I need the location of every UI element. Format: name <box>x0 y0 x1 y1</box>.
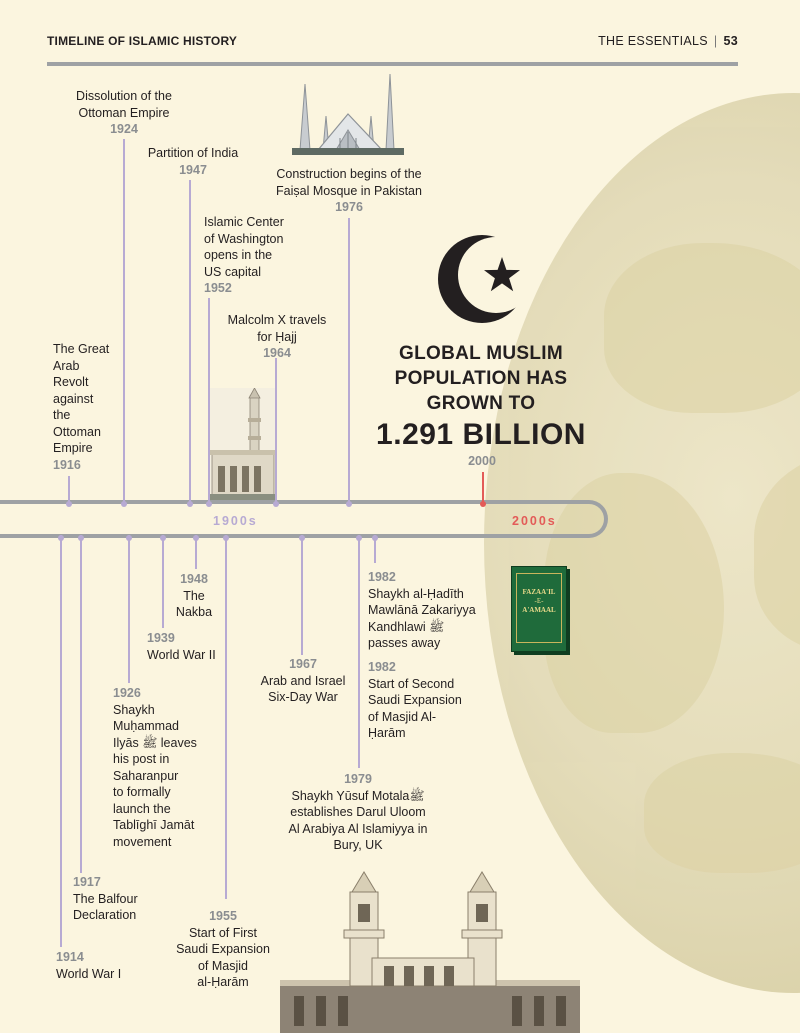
stem-2000 <box>482 472 484 504</box>
page-header-right <box>598 34 738 48</box>
header-separator: | <box>713 34 718 48</box>
book-image <box>511 566 567 652</box>
population-line-2: POPULATION HAS <box>394 368 568 389</box>
book-title-bottom: A'AMAAL <box>522 606 556 614</box>
marker-1948 <box>193 535 199 541</box>
event-1948 <box>164 571 224 621</box>
header-rule <box>47 62 738 66</box>
event-1967-year: 1967 <box>289 657 317 671</box>
population-line-3: GROWN TO <box>426 393 536 414</box>
population-value: 1.291 BILLION <box>376 418 586 451</box>
event-1976-year: 1976 <box>335 200 363 214</box>
event-1916-text-6: Ottoman <box>53 424 101 439</box>
marker-1979 <box>356 535 362 541</box>
event-1939-text-1: World War II <box>147 647 216 662</box>
chapter-title: THE ESSENTIALS <box>598 34 708 48</box>
marker-1916 <box>66 501 72 507</box>
event-1979-text-1: Shaykh Yūsuf Motalaﷺ <box>291 788 425 803</box>
event-1917-text-2: Declaration <box>73 908 137 922</box>
masjid-al-haram-image <box>280 870 580 1033</box>
event-1979-text-2: establishes Darul Uloom <box>290 805 426 819</box>
event-1926-text-5: Saharanpur <box>113 768 179 783</box>
stem-1979 <box>358 535 360 768</box>
event-1916-text-4: against <box>53 391 94 406</box>
event-1952-text-3: opens in the <box>204 248 273 262</box>
event-1952-text-4: US capital <box>204 264 261 279</box>
event-1916-text-1: The Great <box>53 342 110 356</box>
event-1982-expansion-text-3: of Masjid Al- <box>368 709 437 724</box>
event-1955-text-1: Start of First <box>188 925 258 940</box>
event-1982-zakariyya-text-4: passes away <box>368 636 441 650</box>
book-title-mid: -E- <box>534 597 544 605</box>
event-1982-zakariyya-text-3: Kandhlawi ﷺ <box>368 619 445 634</box>
event-1952-text-1: Islamic Center <box>204 215 284 229</box>
event-1924-year: 1924 <box>110 122 138 136</box>
event-1982-zakariyya-year: 1982 <box>368 570 396 584</box>
event-1947 <box>128 145 258 178</box>
event-1948-text-2: Nakba <box>175 605 213 619</box>
event-1979-text-4: Bury, UK <box>333 838 383 852</box>
event-1955-text-3: of Masjid <box>197 958 249 973</box>
event-1916-year: 1916 <box>53 457 81 472</box>
event-1952 <box>204 214 284 297</box>
marker-1917 <box>78 535 84 541</box>
event-1924 <box>44 88 204 138</box>
star-crescent-icon <box>438 233 526 325</box>
book-title-top: FAZAA'IL <box>522 588 556 596</box>
population-line-1: GLOBAL MUSLIM <box>399 343 563 364</box>
event-1924-text-1: Dissolution of the <box>76 89 172 103</box>
event-1916-text-7: Empire <box>53 441 93 455</box>
marker-1926 <box>126 535 132 541</box>
event-1926-text-8: Tablīghī Jamāt <box>113 818 195 832</box>
event-1914 <box>56 949 121 982</box>
event-1979 <box>268 771 448 854</box>
stem-1914 <box>60 535 62 947</box>
event-1979-text-3: Al Arabiya Al Islamiyya in <box>288 821 428 836</box>
marker-1964 <box>273 501 279 507</box>
stem-1952 <box>208 298 210 504</box>
event-1926-text-7: launch the <box>113 801 171 816</box>
event-1917-year: 1917 <box>73 875 101 889</box>
marker-1955 <box>223 535 229 541</box>
marker-1982 <box>372 535 378 541</box>
event-1916 <box>53 341 109 473</box>
event-1964 <box>212 312 342 362</box>
event-1955-year: 1955 <box>209 909 237 923</box>
faisal-mosque-image <box>286 72 410 158</box>
event-1926-text-6: to formally <box>113 785 171 799</box>
event-1939-year: 1939 <box>147 631 175 645</box>
event-1967-text-2: Six-Day War <box>268 690 338 704</box>
event-1982-expansion <box>368 659 462 742</box>
event-1955-text-2: Saudi Expansion <box>176 942 270 956</box>
population-callout <box>330 341 632 452</box>
event-1982-zakariyya <box>368 569 476 652</box>
globe-image <box>484 93 800 993</box>
event-1982-expansion-text-2: Saudi Expansion <box>368 693 462 707</box>
section-title: TIMELINE OF ISLAMIC HISTORY <box>47 34 238 48</box>
islamic-center-image <box>210 388 276 501</box>
event-1982-zakariyya-text-2: Mawlānā Zakariyya <box>368 603 476 617</box>
event-1926-year: 1926 <box>113 686 141 700</box>
event-1955 <box>163 908 283 991</box>
event-1952-text-2: of Washington <box>204 231 284 246</box>
event-1926-text-4: his post in <box>113 752 170 766</box>
event-1982-expansion-year: 1982 <box>368 660 396 674</box>
stem-1967 <box>301 535 303 655</box>
year-2000-label: 2000 <box>468 454 496 468</box>
stem-1926 <box>128 535 130 683</box>
stem-1964 <box>275 358 277 504</box>
event-1955-text-4: al-Ḥarām <box>197 975 249 989</box>
event-1982-zakariyya-text-1: Shaykh al-Ḥadīth <box>368 586 464 601</box>
event-1914-year: 1914 <box>56 950 84 964</box>
decade-2000s-label: 2000s <box>512 514 557 528</box>
event-1917-text-1: The Balfour <box>73 891 138 906</box>
event-1948-text-1: The <box>183 588 205 603</box>
event-1948-year: 1948 <box>180 572 208 586</box>
event-1924-text-2: Ottoman Empire <box>78 105 170 120</box>
stem-1916 <box>68 476 70 504</box>
event-1979-year: 1979 <box>344 772 372 786</box>
stem-1976 <box>348 218 350 504</box>
event-1964-year: 1964 <box>263 346 291 360</box>
event-1916-text-5: the <box>53 408 71 422</box>
marker-2000 <box>480 501 486 507</box>
marker-1947 <box>187 501 193 507</box>
event-1947-year: 1947 <box>179 162 207 177</box>
event-1964-text-1: Malcolm X travels <box>227 313 327 327</box>
marker-1952 <box>206 501 212 507</box>
event-1967 <box>243 656 363 706</box>
event-1914-text-1: World War I <box>56 966 122 981</box>
event-1964-text-2: for Ḥajj <box>257 329 297 344</box>
event-1952-year: 1952 <box>204 281 232 295</box>
event-1947-text-1: Partition of India <box>147 146 239 160</box>
event-1916-text-2: Arab <box>53 358 80 373</box>
event-1926-text-9: movement <box>113 834 172 849</box>
marker-1924 <box>121 501 127 507</box>
marker-1967 <box>299 535 305 541</box>
event-1976 <box>259 166 439 216</box>
event-1967-text-1: Arab and Israel <box>260 673 346 688</box>
event-1982-expansion-text-1: Start of Second <box>368 676 455 691</box>
stem-1924 <box>123 139 125 504</box>
event-1976-text-1: Construction begins of the <box>276 167 422 181</box>
event-1982-expansion-text-4: Ḥarām <box>368 726 406 740</box>
page-number: 53 <box>723 34 738 48</box>
event-1926-text-3: Ilyās ﷺ leaves <box>113 735 197 750</box>
stem-1947 <box>189 180 191 504</box>
event-1926 <box>113 685 197 850</box>
marker-1976 <box>346 501 352 507</box>
event-1939 <box>147 630 216 663</box>
marker-1914 <box>58 535 64 541</box>
event-1926-text-1: Shaykh <box>113 702 155 717</box>
stem-1955 <box>225 535 227 899</box>
stem-1917 <box>80 535 82 873</box>
event-1976-text-2: Faiṣal Mosque in Pakistan <box>276 183 422 198</box>
decade-1900s-label: 1900s <box>213 514 258 528</box>
event-1926-text-2: Muḥammad <box>113 719 179 733</box>
marker-1939 <box>160 535 166 541</box>
event-1916-text-3: Revolt <box>53 375 89 389</box>
event-1917 <box>73 874 138 924</box>
